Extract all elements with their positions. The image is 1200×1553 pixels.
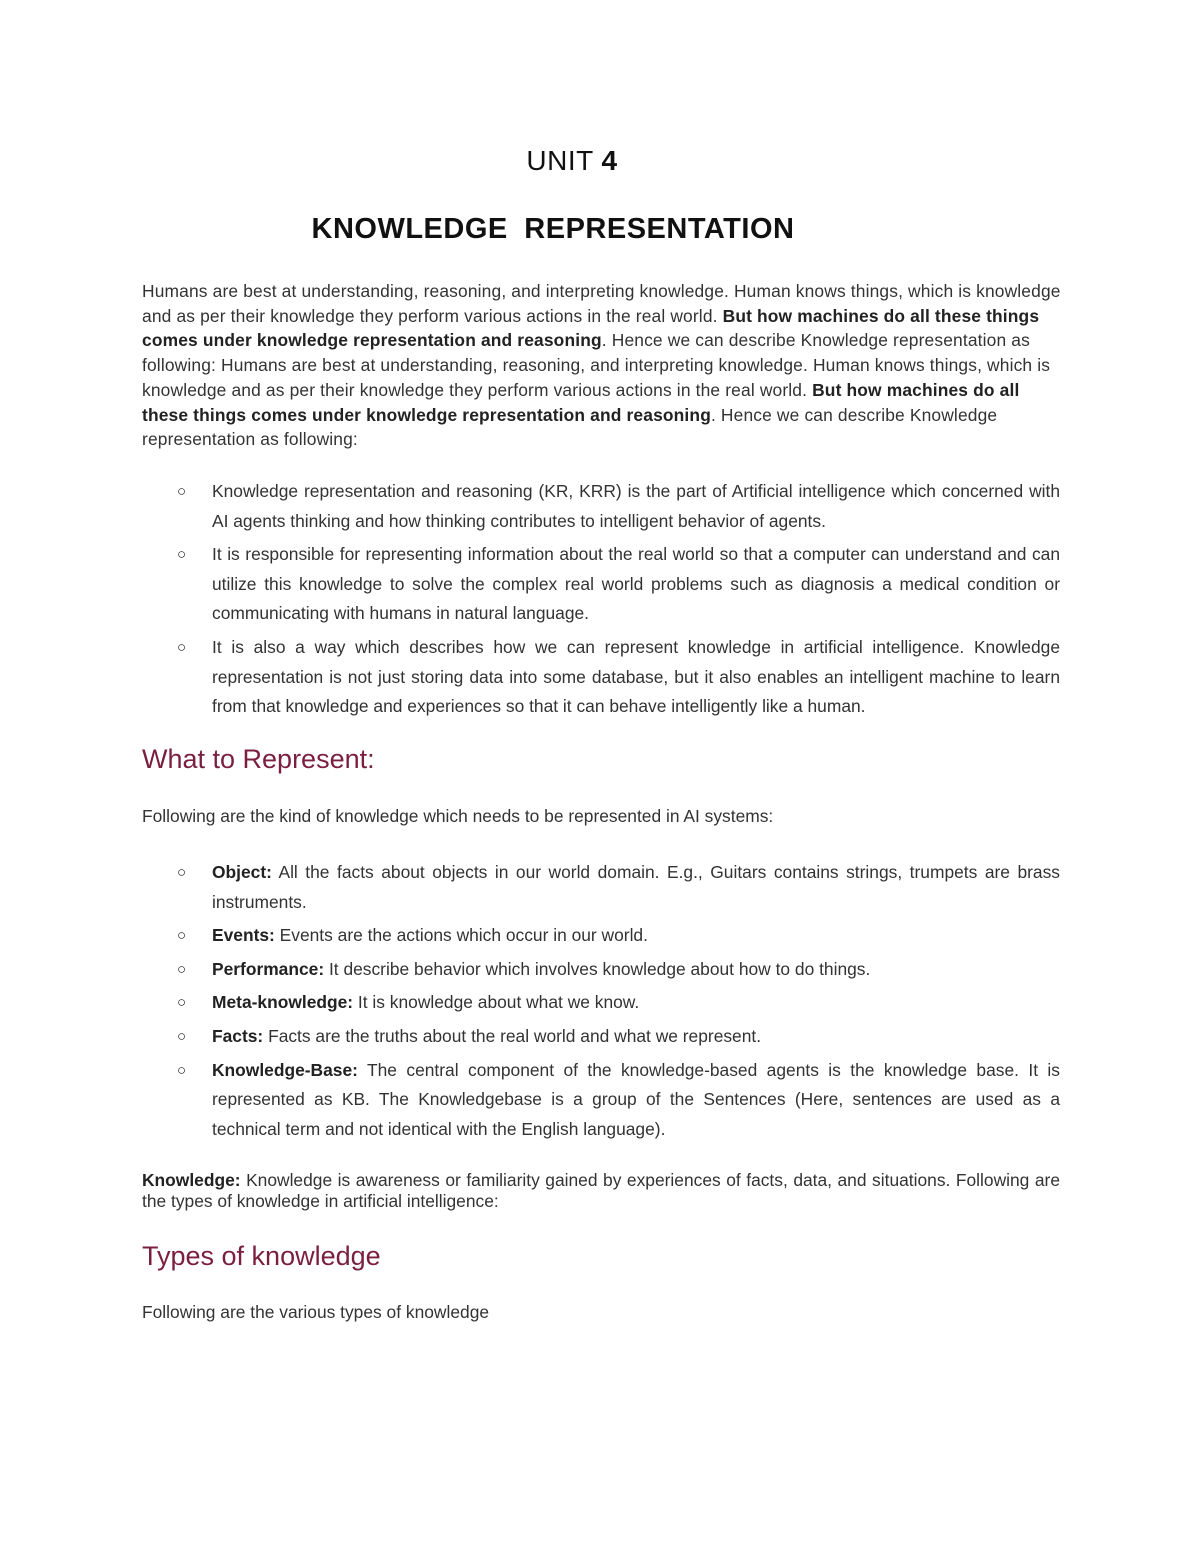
- circle-bullet-icon: ○: [177, 546, 187, 564]
- circle-bullet-icon: ○: [177, 1061, 187, 1079]
- list-item: [142, 921, 1060, 951]
- intro-bold-1: But how machines do all these things comes under knowledge representation and reasoning: [142, 305, 1040, 351]
- types-of-knowledge-lead: Following are the various types of knowledge: [142, 1302, 490, 1322]
- what-to-represent-lead: Following are the kind of knowledge which needs to be represented in AI systems:: [142, 806, 774, 826]
- intro-text-2: . Hence we can describe Knowledge representation as following: Humans are best at understanding, reasoning, and interpreting knowledge. Human knows things, which is knowledge and as per their knowledge they perform various actions in the real world.: [142, 330, 1051, 400]
- list-item: [142, 633, 1060, 722]
- list-item: [142, 858, 1060, 917]
- circle-bullet-icon: ○: [177, 483, 187, 500]
- knowledge-text: Knowledge is awareness or familiarity gained by experiences of facts, data, and situations. Following are the types of knowledge in artificial intelligence:: [142, 1170, 1060, 1211]
- list-item-text: All the facts about objects in our world domain. E.g., Guitars contains strings, trumpets are brass instruments.: [212, 862, 1060, 912]
- knowledge-kinds-list: [142, 858, 1060, 1148]
- page-title: KNOWLEDGE REPRESENTATION: [311, 213, 795, 245]
- intro-text-3: . Hence we can describe Knowledge representation as following:: [142, 404, 998, 450]
- circle-bullet-icon: ○: [177, 1027, 187, 1045]
- list-item: [142, 955, 1060, 985]
- list-item-term: Events:: [212, 925, 275, 946]
- circle-bullet-icon: ○: [177, 927, 187, 945]
- kr-points-list: [142, 477, 1060, 726]
- circle-bullet-icon: ○: [177, 960, 187, 978]
- list-item-term: Knowledge-Base:: [212, 1059, 358, 1080]
- list-item-text: It is knowledge about what we know.: [353, 992, 640, 1013]
- list-item-text: The central component of the knowledge-based agents is the knowledge base. It is represented as KB. The Knowledgebase is a group of the Sentences (Here, sentences are used as a technical term and not identical with the English language).: [212, 1059, 1060, 1139]
- list-item: [142, 1056, 1060, 1145]
- circle-bullet-icon: ○: [177, 638, 187, 656]
- list-item: [142, 1022, 1060, 1052]
- list-item-text: It describe behavior which involves knowledge about how to do things.: [324, 958, 871, 979]
- intro-bold-2: But how machines do all these things comes under knowledge representation and reasoning: [142, 379, 1020, 425]
- list-item-text: It is responsible for representing information about the real world so that a computer can understand and can utilize this knowledge to solve the complex real world problems such as diagnosis a medical condition or communicating with humans in natural language.: [212, 544, 1060, 624]
- intro-text-1: Humans are best at understanding, reasoning, and interpreting knowledge. Human knows things, which is knowledge and as per their knowledge they perform various actions in the real world.: [142, 281, 1061, 326]
- list-item-term: Performance:: [212, 958, 325, 979]
- list-item-term: Facts:: [212, 1025, 264, 1046]
- circle-bullet-icon: ○: [177, 864, 187, 881]
- unit-heading: [0, 145, 1144, 177]
- section-heading-types-of-knowledge: Types of knowledge: [142, 1241, 381, 1271]
- list-item-term: Object:: [212, 862, 272, 882]
- unit-number: 4: [601, 145, 618, 176]
- list-item: [142, 477, 1060, 536]
- list-item-text: Knowledge representation and reasoning (KR, KRR) is the part of Artificial intelligence which concerned with AI agents thinking and how thinking contributes to intelligent behavior of agents.: [212, 481, 1060, 531]
- knowledge-definition: [142, 1170, 1060, 1212]
- list-item: [142, 540, 1060, 629]
- unit-prefix: UNIT: [526, 145, 594, 176]
- section-heading-what-to-represent: What to Represent:: [142, 744, 375, 774]
- list-item-text: Events are the actions which occur in our world.: [274, 925, 648, 946]
- list-item-text: It is also a way which describes how we can represent knowledge in artificial intelligence. Knowledge representation is not just storing data into some database, but it also enables an intelligent machine to learn from that knowledge and experiences so that it can behave intelligently like a human.: [212, 636, 1060, 717]
- circle-bullet-icon: ○: [177, 994, 187, 1012]
- intro-paragraph: [142, 279, 1062, 452]
- list-item-term: Meta-knowledge:: [212, 992, 354, 1013]
- list-item: [142, 988, 1060, 1018]
- list-item-text: Facts are the truths about the real world and what we represent.: [263, 1025, 762, 1046]
- knowledge-term: Knowledge:: [142, 1170, 241, 1190]
